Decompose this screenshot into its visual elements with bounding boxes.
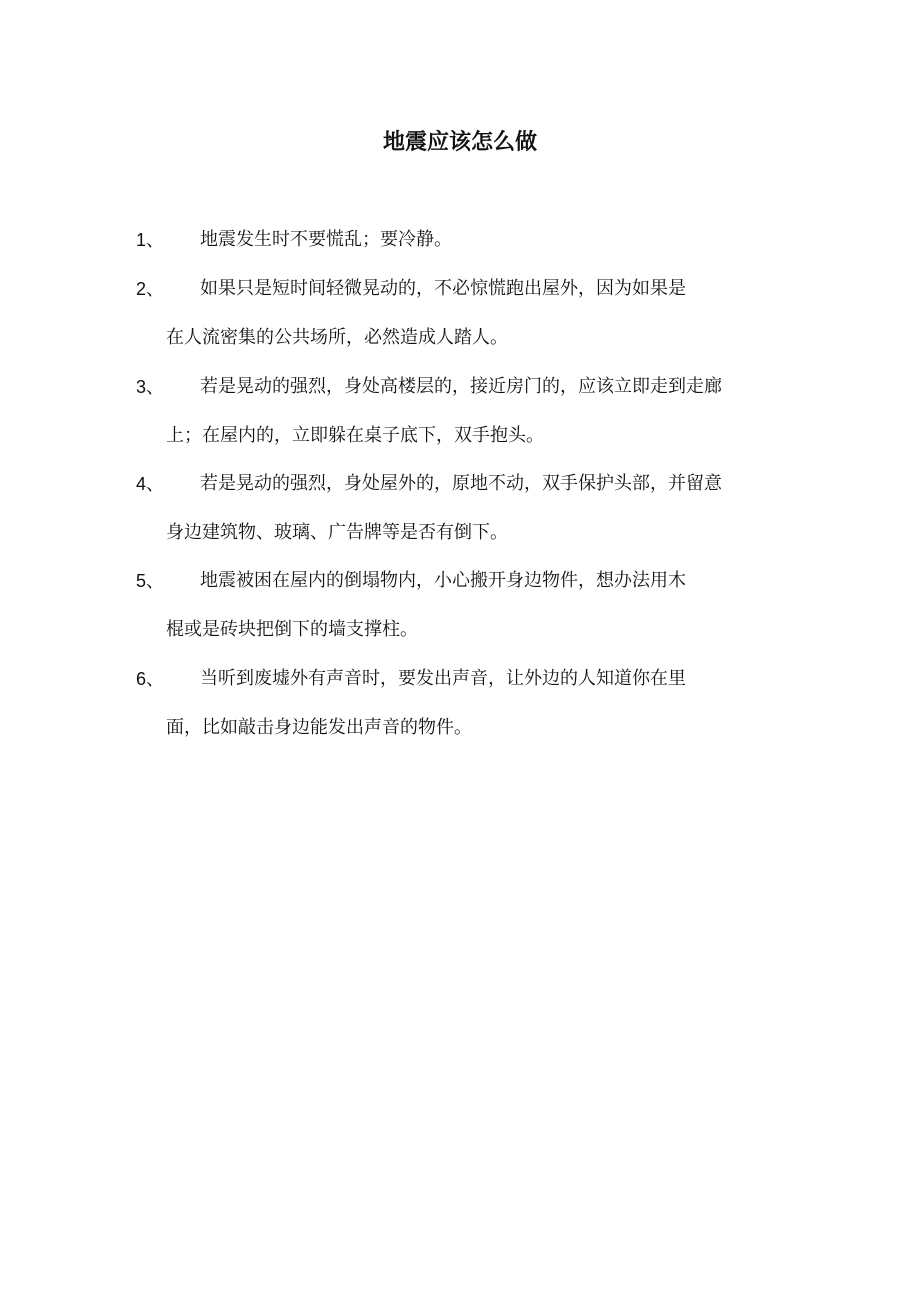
item-text-line-1: 如果只是短时间轻微晃动的，不必惊慌跑出屋外，因为如果是 — [200, 278, 686, 299]
item-number: 5、 — [136, 571, 165, 591]
document-title: 地震应该怎么做 — [382, 130, 537, 155]
item-text-line-2: 身边建筑物、玻璃、广告牌等是否有倒下。 — [166, 522, 508, 543]
item-text-line-1: 地震发生时不要慌乱；要冷静。 — [200, 229, 452, 250]
item-number: 2、 — [136, 279, 165, 299]
item-text-line-2: 上；在屋内的，立即躲在桌子底下，双手抱头。 — [166, 425, 544, 446]
item-number: 6、 — [136, 669, 165, 689]
item-text-line-1: 若是晃动的强烈，身处高楼层的，接近房门的，应该立即走到走廊 — [200, 376, 722, 397]
item-text-line-2: 在人流密集的公共场所，必然造成人踏人。 — [166, 327, 508, 348]
item-number: 1、 — [136, 230, 165, 250]
item-number: 4、 — [136, 474, 165, 494]
item-text-line-2: 面，比如敲击身边能发出声音的物件。 — [166, 717, 472, 738]
item-text-line-1: 若是晃动的强烈，身处屋外的，原地不动，双手保护头部，并留意 — [200, 473, 722, 494]
item-text-line-1: 地震被困在屋内的倒塌物内，小心搬开身边物件，想办法用木 — [200, 570, 686, 591]
item-text-line-1: 当听到废墟外有声音时，要发出声音，让外边的人知道你在里 — [200, 668, 686, 689]
item-text-line-2: 棍或是砖块把倒下的墙支撑柱。 — [166, 619, 418, 640]
item-number: 3、 — [136, 377, 165, 397]
